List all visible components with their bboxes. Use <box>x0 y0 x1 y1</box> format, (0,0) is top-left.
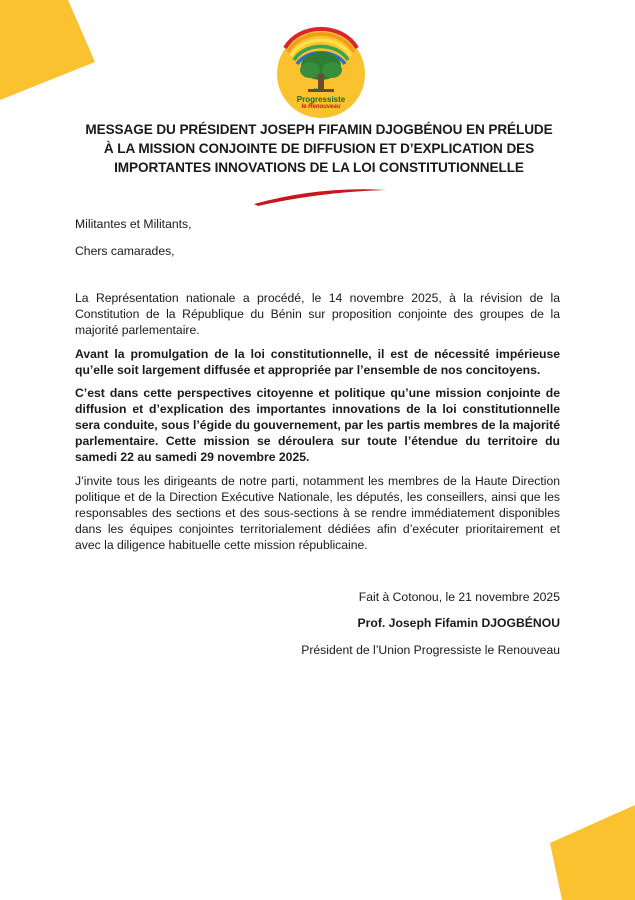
signature-role: Président de l’Union Progressiste le Renouveau <box>301 643 560 657</box>
logo-text-progressiste: Progressiste <box>296 95 346 104</box>
document-title <box>72 120 566 177</box>
salutation-militants: Militantes et Militants, <box>75 217 192 231</box>
paragraph-mission: C’est dans cette perspectives citoyenne et politique qu’une mission conjointe de diffusion et d’explication des importantes innovations de la loi constitutionnelle sera conduite, sous l’égide du gouvernement, par les partis membres de la majorité parlementaire. Cette mission se déroulera sur toute l’étendue du territoire du samedi 22 au samedi 29 novembre 2025. <box>75 386 560 464</box>
signature-name: Prof. Joseph Fifamin DJOGBÉNOU <box>357 616 560 630</box>
salutation-camarades: Chers camarades, <box>75 244 175 258</box>
red-swoosh-divider <box>250 184 390 208</box>
signature-place-date: Fait à Cotonou, le 21 novembre 2025 <box>358 590 560 604</box>
paragraph-revision: La Représentation nationale a procédé, le 14 novembre 2025, à la révision de la Constitution de la République du Bénin sur proposition conjointe des groupes de la majorité parlementaire. <box>75 291 560 337</box>
decorative-corner-top-left <box>0 0 95 100</box>
decorative-corner-bottom-right <box>550 805 635 900</box>
paragraph-invitation: J’invite tous les dirigeants de notre parti, notamment les membres de la Haute Direction politique et de la Direction Exécutive Nationale, les députés, les conseillers, ainsi que les responsables des sections et des sous-sections à se rendre immédiatement disponibles dans les équipes conjointes territorialement dédiées afin d’exécuter prioritairement et avec la diligence habituelle cette mission républicaine. <box>75 474 560 552</box>
title-line-1: MESSAGE DU PRÉSIDENT JOSEPH FIFAMIN DJOGBÉNOU EN PRÉLUDE <box>85 122 553 137</box>
paragraph-promulgation: Avant la promulgation de la loi constitutionnelle, il est de nécessité impérieuse qu’elle soit largement diffusée et appropriée par l’ensemble de nos concitoyens. <box>75 347 560 377</box>
title-line-3: IMPORTANTES INNOVATIONS DE LA LOI CONSTITUTIONNELLE <box>114 160 524 175</box>
logo-text-renouveau: le Renouveau <box>301 104 341 110</box>
title-line-2: À LA MISSION CONJOINTE DE DIFFUSION ET D’EXPLICATION DES <box>103 141 535 156</box>
logo-text-union: Union <box>313 88 329 94</box>
